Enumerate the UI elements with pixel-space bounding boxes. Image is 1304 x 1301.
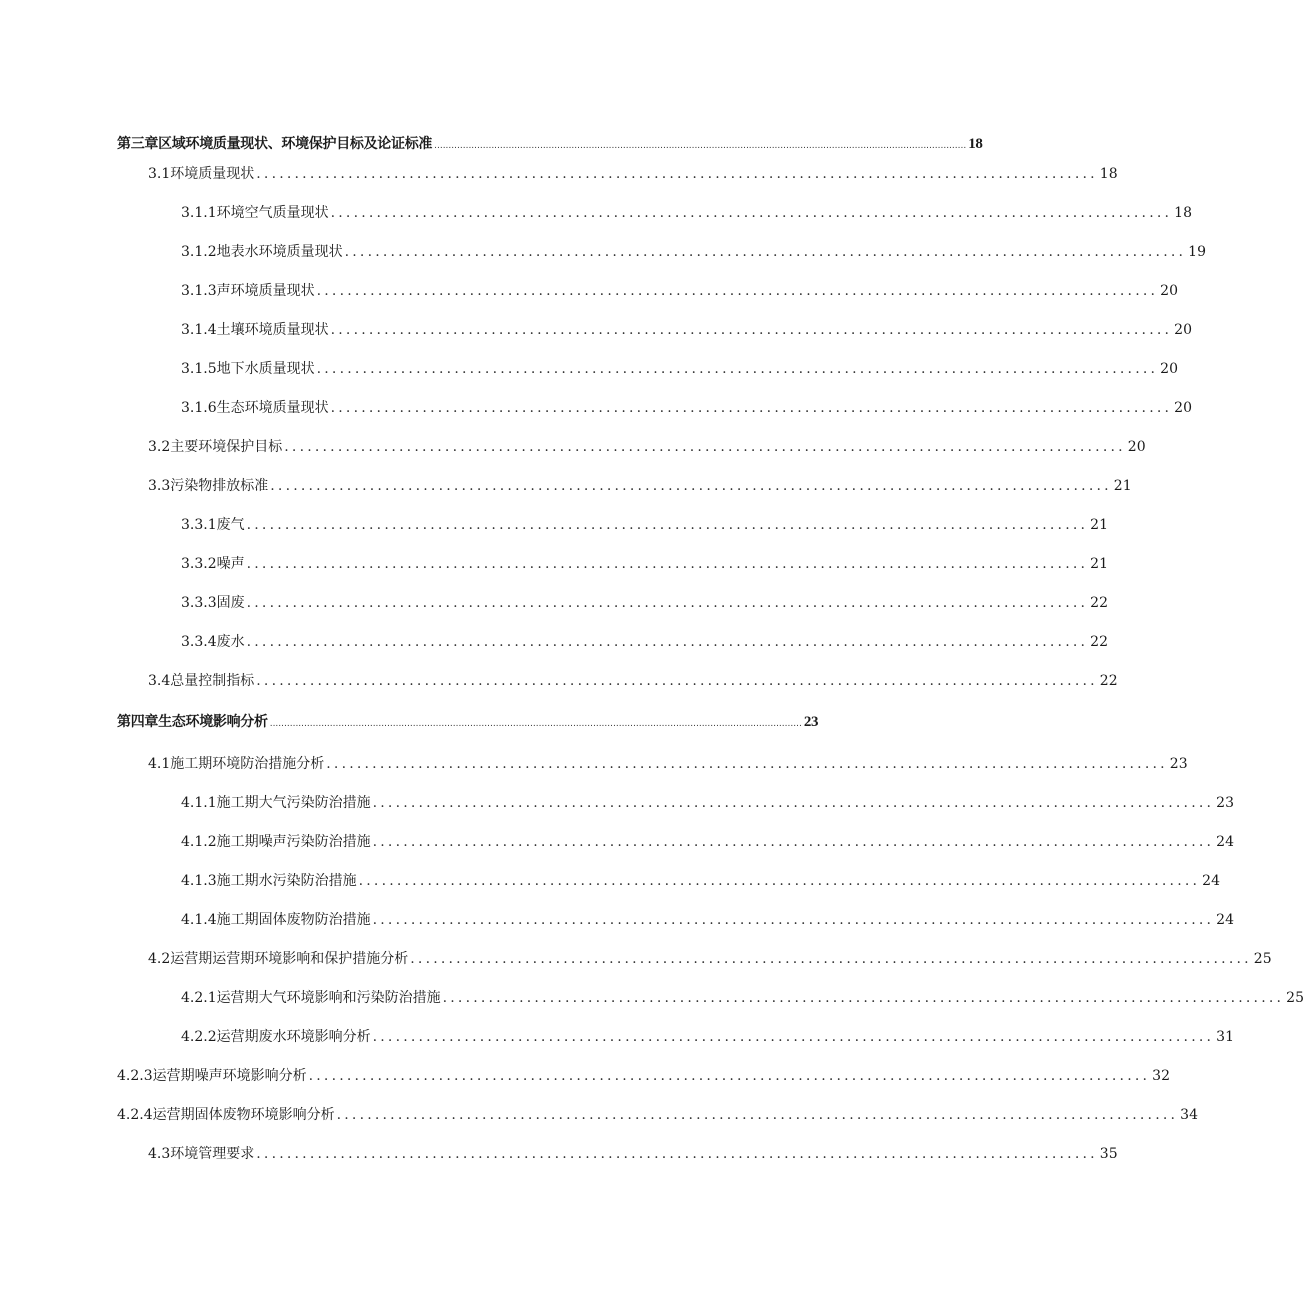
toc-entry-title: 环境空气质量现状 (216, 205, 329, 221)
toc-entry-page: 24 (1202, 873, 1220, 889)
toc-entry-page: 18 (1099, 166, 1118, 182)
toc-entry-number: 3.4 (148, 673, 171, 689)
toc-entry-page: 20 (1127, 439, 1146, 455)
toc-entry-3-1-6[interactable] (181, 397, 1192, 419)
toc-entry-page: 22 (1099, 673, 1118, 689)
toc-entry-4-2-1[interactable] (181, 987, 1304, 1009)
toc-entry-number: 3.1 (148, 166, 171, 182)
toc-entry-page: 22 (1090, 595, 1108, 611)
toc-entry-3-1[interactable] (148, 163, 1118, 185)
dot-leader: .............................................................................................................. (358, 873, 1201, 889)
toc-entry-number: 4.1.1 (181, 795, 217, 811)
toc-entry-4-2[interactable] (148, 948, 1272, 970)
toc-entry-3-1-1[interactable] (181, 202, 1192, 224)
dot-leader: .............................................................................................................. (372, 912, 1215, 928)
toc-entry-title: 第三章区域环境质量现状、环境保护目标及论证标准 (117, 136, 433, 152)
toc-entry-number: 3.1.3 (181, 283, 217, 299)
toc-entry-number: 4.2.2 (181, 1029, 217, 1045)
toc-entry-page: 18 (1174, 205, 1192, 221)
toc-entry-page: 32 (1152, 1068, 1170, 1084)
toc-entry-title: 生态环境质量现状 (216, 400, 329, 416)
toc-entry-number: 4.2 (148, 951, 171, 967)
dot-leader: .............................................................................................................. (344, 244, 1187, 260)
toc-entry-4-1-1[interactable] (181, 792, 1234, 814)
toc-entry-chapter-3[interactable] (117, 133, 983, 155)
toc-entry-page: 21 (1090, 556, 1108, 572)
toc-entry-4-2-3[interactable] (117, 1065, 1170, 1087)
dot-leader: .............................................................................................................. (270, 478, 1112, 494)
toc-entry-title: 环境管理要求 (170, 1146, 255, 1162)
dot-leader: .............................................................................................................. (308, 1068, 1151, 1084)
toc-entry-4-3[interactable] (148, 1143, 1118, 1165)
toc-entry-page: 31 (1216, 1029, 1234, 1045)
dot-leader: .............................................................................................................. (330, 322, 1173, 338)
toc-entry-title: 声环境质量现状 (216, 283, 315, 299)
toc-entry-3-2[interactable] (148, 436, 1146, 458)
toc-entry-number: 3.3.3 (181, 595, 217, 611)
toc-entry-3-3-1[interactable] (181, 514, 1108, 536)
dot-leader: .............................................................................................................. (246, 634, 1089, 650)
dot-leader: .............................................................................................................. (330, 205, 1173, 221)
dot-leader: .............................................................................................................. (326, 756, 1168, 772)
toc-entry-title: 废气 (216, 517, 245, 533)
toc-entry-title: 运营期固体废物环境影响分析 (152, 1107, 335, 1123)
toc-entry-3-4[interactable] (148, 670, 1118, 692)
toc-entry-title: 主要环境保护目标 (170, 439, 283, 455)
dot-leader: .............................................................................................................. (330, 400, 1173, 416)
toc-entry-number: 3.2 (148, 439, 171, 455)
dot-leader: .......................................................................................................................................................................................... (269, 719, 802, 729)
toc-entry-title: 污染物排放标准 (170, 478, 269, 494)
toc-entry-3-3-3[interactable] (181, 592, 1108, 614)
dot-leader: .............................................................................................................. (442, 990, 1285, 1006)
toc-entry-title: 施工期大气污染防治措施 (216, 795, 371, 811)
toc-entry-4-1-2[interactable] (181, 831, 1234, 853)
toc-entry-number: 4.1.2 (181, 834, 217, 850)
toc-entry-page: 22 (1090, 634, 1108, 650)
dot-leader: .............................................................................................................. (246, 556, 1089, 572)
toc-entry-number: 4.2.4 (117, 1107, 153, 1123)
toc-entry-chapter-4[interactable] (117, 711, 819, 733)
dot-leader: .............................................................................................................. (246, 517, 1089, 533)
toc-entry-number: 3.1.4 (181, 322, 217, 338)
dot-leader: .............................................................................................................. (316, 361, 1159, 377)
toc-entry-3-1-2[interactable] (181, 241, 1206, 263)
toc-entry-number: 3.3.1 (181, 517, 217, 533)
toc-entry-number: 3.3 (148, 478, 171, 494)
toc-entry-page: 23 (1216, 795, 1234, 811)
toc-entry-page: 20 (1174, 400, 1192, 416)
toc-entry-title: 地下水质量现状 (216, 361, 315, 377)
toc-entry-4-1[interactable] (148, 753, 1188, 775)
toc-entry-3-3-4[interactable] (181, 631, 1108, 653)
toc-entry-page: 19 (1188, 244, 1206, 260)
toc-entry-page: 25 (1286, 990, 1304, 1006)
toc-entry-4-2-4[interactable] (117, 1104, 1198, 1126)
toc-entry-page: 20 (1174, 322, 1192, 338)
toc-entry-title: 固废 (216, 595, 245, 611)
dot-leader: .............................................................................................................. (256, 166, 1098, 182)
dot-leader: .............................................................................................................. (284, 439, 1126, 455)
toc-entry-title: 运营期噪声环境影响分析 (152, 1068, 307, 1084)
toc-entry-title: 废水 (216, 634, 245, 650)
dot-leader: .............................................................................................................. (256, 1146, 1098, 1162)
toc-entry-number: 4.1 (148, 756, 171, 772)
toc-entry-page: 20 (1160, 361, 1178, 377)
toc-entry-3-1-4[interactable] (181, 319, 1192, 341)
toc-entry-title: 施工期水污染防治措施 (216, 873, 357, 889)
toc-entry-page: 24 (1216, 834, 1234, 850)
toc-entry-4-2-2[interactable] (181, 1026, 1234, 1048)
toc-entry-3-1-3[interactable] (181, 280, 1178, 302)
toc-entry-number: 4.3 (148, 1146, 171, 1162)
toc-entry-title: 施工期噪声污染防治措施 (216, 834, 371, 850)
toc-entry-page: 25 (1253, 951, 1272, 967)
toc-entry-page: 20 (1160, 283, 1178, 299)
toc-entry-title: 环境质量现状 (170, 166, 255, 182)
dot-leader: .............................................................................................................. (410, 951, 1252, 967)
dot-leader: .............................................................................................................. (316, 283, 1159, 299)
toc-entry-3-1-5[interactable] (181, 358, 1178, 380)
toc-entry-page: 21 (1113, 478, 1132, 494)
toc-entry-number: 3.1.5 (181, 361, 217, 377)
toc-entry-number: 3.1.1 (181, 205, 217, 221)
toc-entry-number: 3.1.2 (181, 244, 217, 260)
toc-entry-title: 施工期环境防治措施分析 (170, 756, 325, 772)
toc-entry-page: 23 (1169, 756, 1188, 772)
toc-entry-title: 总量控制指标 (170, 673, 255, 689)
dot-leader: .............................................................................................................. (372, 795, 1215, 811)
toc-entry-title: 噪声 (216, 556, 245, 572)
toc-entry-number: 4.1.3 (181, 873, 217, 889)
toc-entry-3-3-2[interactable] (181, 553, 1108, 575)
toc-entry-page: 24 (1216, 912, 1234, 928)
toc-entry-number: 3.3.4 (181, 634, 217, 650)
toc-entry-page: 18 (968, 136, 983, 152)
toc-entry-title: 施工期固体废物防治措施 (216, 912, 371, 928)
toc-entry-page: 23 (803, 714, 819, 730)
toc-entry-3-3[interactable] (148, 475, 1132, 497)
toc-entry-title: 土壤环境质量现状 (216, 322, 329, 338)
toc-entry-page: 35 (1099, 1146, 1118, 1162)
toc-entry-title: 地表水环境质量现状 (216, 244, 343, 260)
toc-entry-title: 第四章生态环境影响分析 (117, 714, 268, 730)
toc-entry-page: 34 (1180, 1107, 1198, 1123)
toc-entry-title: 运营期废水环境影响分析 (216, 1029, 371, 1045)
toc-entry-title: 运营期运营期环境影响和保护措施分析 (170, 951, 409, 967)
dot-leader: .............................................................................................................. (372, 834, 1215, 850)
dot-leader: .............................................................................................................. (336, 1107, 1179, 1123)
toc-entry-number: 3.1.6 (181, 400, 217, 416)
toc-entry-4-1-3[interactable] (181, 870, 1220, 892)
toc-entry-4-1-4[interactable] (181, 909, 1234, 931)
toc-entry-number: 3.3.2 (181, 556, 217, 572)
dot-leader: .............................................................................................................. (256, 673, 1098, 689)
toc-entry-number: 4.1.4 (181, 912, 217, 928)
dot-leader: .............................................................................................................. (372, 1029, 1215, 1045)
toc-entry-page: 21 (1090, 517, 1108, 533)
dot-leader: .......................................................................................................................................................................................... (434, 141, 967, 151)
toc-entry-number: 4.2.1 (181, 990, 217, 1006)
dot-leader: .............................................................................................................. (246, 595, 1089, 611)
toc-entry-title: 运营期大气环境影响和污染防治措施 (216, 990, 441, 1006)
toc-entry-number: 4.2.3 (117, 1068, 153, 1084)
